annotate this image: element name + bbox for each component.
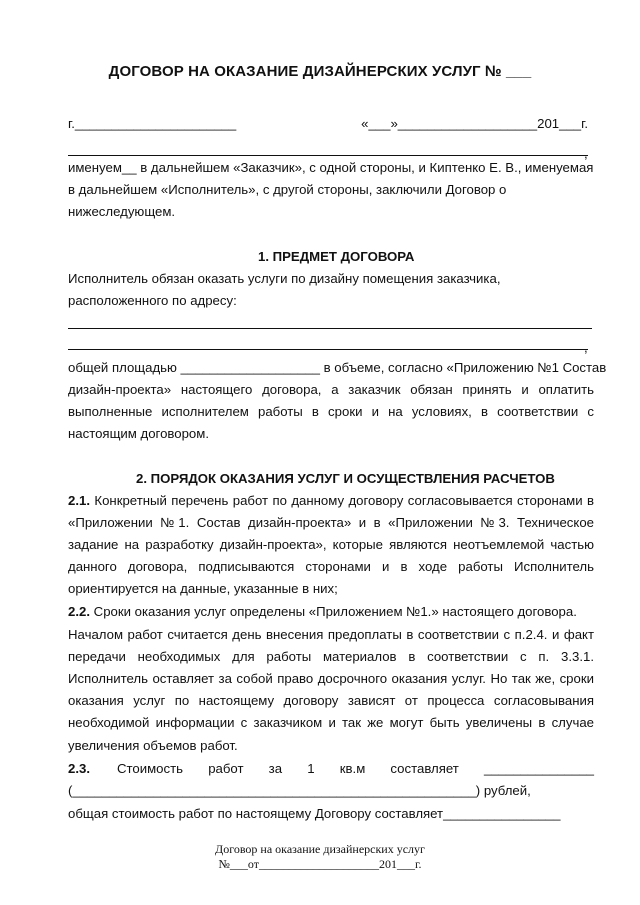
clause-2-1-line-1: 2.1. Конкретный перечень работ по данному договору согласовывается сторонами в bbox=[68, 493, 594, 508]
party-comma: , bbox=[584, 146, 588, 161]
section-1-line-5: выполненные исполнителем работы в сроки и на условиях, в соответствии с bbox=[68, 404, 594, 419]
clause-2-2-number: 2.2. bbox=[68, 604, 90, 619]
address-line-1 bbox=[68, 328, 592, 329]
preamble-line-4: нижеследующем. bbox=[68, 204, 176, 219]
clause-2-2-line-1: 2.2. Сроки оказания услуг определены «Приложением №1.» настоящего договора. bbox=[68, 604, 577, 619]
clause-2-2-line-6: необходимой информации с заказчиком и так же могут быть увеличены в случае bbox=[68, 715, 594, 730]
footer-title: Договор на оказание дизайнерских услуг bbox=[215, 842, 425, 856]
clause-2-2-line-7: увеличения объемов работ. bbox=[68, 738, 238, 753]
section-2-heading: 2. ПОРЯДОК ОКАЗАНИЯ УСЛУГ И ОСУЩЕСТВЛЕНИЯ РАСЧЕТОВ bbox=[136, 471, 555, 486]
clause-2-1-number: 2.1. bbox=[68, 493, 90, 508]
preamble-line-2: именуем__ в дальнейшем «Заказчик», с одной стороны, и Киптенко Е. В., именуемая bbox=[68, 160, 594, 175]
clause-2-3-line-2: (_______________________________________________________) рублей, bbox=[68, 783, 531, 798]
document-title: ДОГОВОР НА ОКАЗАНИЕ ДИЗАЙНЕРСКИХ УСЛУГ № ___ bbox=[108, 63, 532, 80]
clause-2-2-line-5: оказания услуг по настоящему договору зависят от процесса согласовывания bbox=[68, 693, 594, 708]
clause-2-1-line-2: «Приложении №1. Состав дизайн-проекта» и в «Приложении №3. Техническое bbox=[68, 515, 594, 530]
section-1-line-1: Исполнитель обязан оказать услуги по дизайну помещения заказчика, bbox=[68, 271, 501, 286]
footer-number: №___от____________________201___г. bbox=[218, 857, 422, 871]
address-comma: , bbox=[584, 340, 588, 355]
party-name-line bbox=[68, 155, 588, 156]
section-1-line-4: дизайн-проекта» настоящего договора, а заказчик обязан принять и оплатить bbox=[68, 382, 594, 397]
clause-2-2-line-2: Началом работ считается день внесения предоплаты в соответствии с п.2.4. и факт bbox=[68, 627, 594, 642]
clause-2-2-line-4: Исполнитель оставляет за собой право досрочного оказания услуг. Но так же, сроки bbox=[68, 671, 594, 686]
section-1-line-2: расположенного по адресу: bbox=[68, 293, 237, 308]
section-1-line-3: общей площадью ___________________ в объеме, согласно «Приложению №1 Состав bbox=[68, 360, 607, 375]
section-1-line-6: настоящим договором. bbox=[68, 426, 209, 441]
clause-2-3-line-1: Стоимость работ за 1 кв.м составляет _______________ bbox=[117, 761, 594, 776]
address-line-2 bbox=[68, 349, 588, 350]
section-1-heading: 1. ПРЕДМЕТ ДОГОВОРА bbox=[258, 249, 415, 264]
clause-2-2-line-3: передачи необходимых для работы материалов в соответствии с п. 3.3.1. bbox=[68, 649, 594, 664]
clause-2-3-line-3: общая стоимость работ по настоящему Договору составляет________________ bbox=[68, 806, 561, 821]
clause-2-1-line-4: данного договора, подписываются сторонами и в ходе работы Исполнитель bbox=[68, 559, 594, 574]
preamble-line-3: в дальнейшем «Исполнитель», с другой стороны, заключили Договор о bbox=[68, 182, 507, 197]
clause-2-1-line-5: ориентируется на данные, указанные в них; bbox=[68, 581, 338, 596]
city-field: г.______________________ bbox=[68, 116, 237, 131]
date-field: «___»___________________201___г. bbox=[361, 116, 588, 131]
clause-2-1-line-3: задание на разработку дизайн-проекта», которые являются неотъемлемой частью bbox=[68, 537, 594, 552]
clause-2-3-number: 2.3. bbox=[68, 761, 90, 776]
